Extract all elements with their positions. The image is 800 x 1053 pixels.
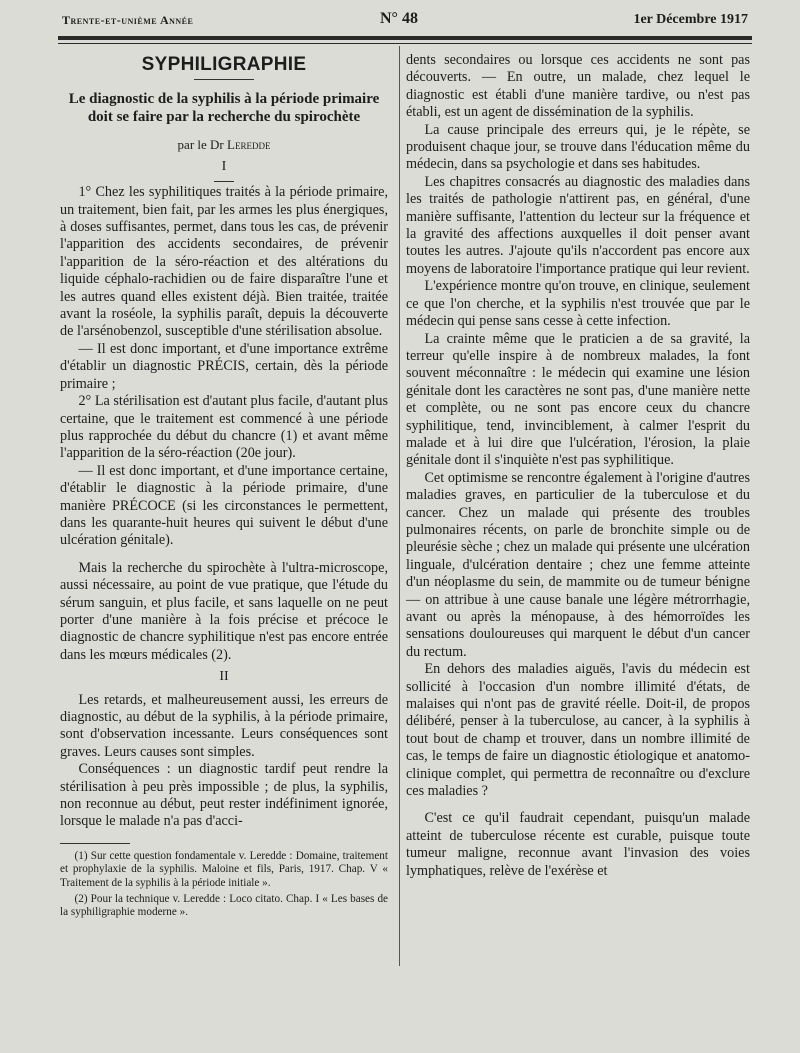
column-divider: [399, 46, 400, 966]
paragraph: La cause principale des erreurs qui, je le répète, se produisent chaque jour, se trouve dans l'éducation même du médecin, dans sa psychologie et dans ses habitudes.: [406, 121, 750, 173]
paragraph: dents secondaires ou lorsque ces accidents ne sont pas découverts. — En outre, un malade, chez lequel le diagnostic est établi d'une manière tardive, ou n'est pas établi, est un agent de dissémination de la syphilis.: [406, 52, 750, 121]
paragraph: Cet optimisme se rencontre également à l'origine d'autres maladies graves, en particulier de la tuberculose et du cancer. Chez un malade qui présente des troubles pulmonaires récents, on parle de bronchite simple ou de pleurésie sèche ; chez un malade qui présente une ulcération linguale, d'ulcération dentaire ; chez une femme atteinte d'un néoplasme du sein, de mammite ou de tumeur bénigne — on attribue à une cause banale une légère métrorrhagie, avant ou après la ménopause, à des hémorroïdes les sensations douloureuses qui marquent le début d'un cancer du rectum.: [406, 469, 750, 660]
paragraph: 1° Chez les syphilitiques traités à la période primaire, un traitement, bien fait, par les armes les plus énergiques, à doses suffisantes, permet, dans tous les cas, de prévenir l'apparition des accidents secondaires, de prévenir l'apparition de la séro-réaction et des altérations du liquide céphalo-rachidien ou de faire disparaître l'une et les autres quand elles existent déjà. Bien traitée, traitée avant la roséole, la syphilis paraît, depuis la découverte de l'arsénobenzol, susceptible d'une stérilisation absolue.: [60, 184, 388, 340]
part-number-two: II: [219, 669, 229, 685]
header-rule-thin: [58, 43, 752, 44]
part-number-one: I: [221, 158, 227, 174]
paragraph: Mais la recherche du spirochète à l'ultra-microscope, aussi nécessaire, au point de vue pratique, que l'étude du sérum sanguin, et plus facile, et sans laquelle on ne peut porter d'une manière à la fois précise et précoce le diagnostic de chancre syphilitique n'est pas encore entrée dans les mœurs médicales (2).: [60, 559, 388, 663]
paragraph: Les retards, et malheureusement aussi, les erreurs de diagnostic, au début de la syphilis, à la période primaire, sont d'observation incessante. Leurs conséquences sont graves. Leurs causes sont simples.: [60, 691, 388, 760]
paragraph: Conséquences : un diagnostic tardif peut rendre la stérilisation à peu près impossible ; de plus, la syphilis, non reconnue au début, peut rester indéfiniment ignorée, lorsque le malade n'a pas d'acci-: [60, 761, 388, 830]
header-volume: Trente-et-unième Année: [62, 13, 194, 27]
paragraph: L'expérience montre qu'on trouve, en clinique, seulement ce que l'on cherche, et la syphilis n'est trouvée que par le médecin qui pense sans cesse à cette infection.: [406, 278, 750, 330]
paragraph: En dehors des maladies aiguës, l'avis du médecin est sollicité à l'occasion d'un nombre illimité d'états, de malaises qui n'ont pas de gravité réelle. Doit-il, de propos délibéré, penser à la tuberculose, au cancer, à la syphilis à tout bout de champ et trouver, dans un nombre illimité de cas, le temps de faire un diagnostic étiologique et anatomo-clinique complet, qui permettra de reconnaître ou d'exclure ces maladies ?: [406, 661, 750, 800]
paragraph: 2° La stérilisation est d'autant plus facile, d'autant plus certaine, que le traitement est commencé à une période plus rapprochée du début du chancre (1) et avant même l'apparition de la séro-réaction (20e jour).: [60, 393, 388, 462]
header-rule-thick: [58, 36, 752, 40]
footnotes: [60, 850, 388, 920]
footnote-rule: [60, 843, 130, 844]
footnote: (1) Sur cette question fondamentale v. Leredde : Domaine, traitement et prophylaxie de la syphilis. Maloine et fils, Paris, 1917. Chap. V « Traitement de la syphilis à la période initiale ».: [60, 849, 388, 890]
section-title-rule: [194, 79, 254, 80]
footnote: (2) Pour la technique v. Leredde : Loco citato. Chap. I « Les bases de la syphiligraphie moderne ».: [60, 892, 388, 919]
paragraph: C'est ce qu'il faudrait cependant, puisqu'un malade atteint de tuberculose récente est curable, puisque toute tumeur maligne, reconnue avant l'invasion des voies lymphatiques, relève de l'exérèse et: [406, 810, 750, 879]
header-date: 1er Décembre 1917: [633, 12, 748, 27]
running-header: [62, 10, 748, 32]
article-title: [60, 90, 388, 126]
paragraph: — Il est donc important, et d'une importance certaine, d'établir le diagnostic à la période primaire, d'une manière PRÉCOCE (si les circonstances le permettent, dans les quarante-huit heures qui suivent le début d'une ulcération génitale).: [60, 462, 388, 549]
paragraph: — Il est donc important, et d'une importance extrême d'établir un diagnostic PRÉCIS, certain, dès la période primaire ;: [60, 340, 388, 392]
article-byline: [60, 136, 388, 153]
right-column: [406, 52, 750, 880]
article-title-line-1: Le diagnostic de la syphilis à la période primaire: [68, 91, 380, 108]
byline-author: Leredde: [227, 137, 271, 153]
paragraph: La crainte même que le praticien a de sa gravité, la terreur qu'elle inspire à de nombreux malades, la font souvent méconnaître : le médecin qui examine une lésion génitale dont les caractères ne sont pas, d'une manière nette et complète, ou ne sont pas encore ceux du chancre syphilitique, tend, invinciblement, à calmer l'esprit du malade et à lui dire que l'ulcération, l'érosion, la plaie génitale dont il s'inquiète n'est pas syphilitique.: [406, 330, 750, 469]
byline-prefix: par le Dr: [177, 137, 227, 153]
paragraph: Les chapitres consacrés au diagnostic des maladies dans les traités de pathologie n'attirent pas, en général, d'une manière suffisante, l'attention du lecteur sur la fréquence et la gravité des affections auxquelles il doit penser avant toutes les autres. J'ajoute qu'ils n'accordent pas encore aux moyens de laboratoire l'importance pratique qui leur revient.: [406, 173, 750, 277]
part-one-rule: [214, 181, 234, 182]
section-title: SYPHILIGRAPHIE: [141, 54, 307, 75]
left-column: [60, 52, 388, 922]
article-title-line-2: doit se faire par la recherche du spirochète: [87, 109, 361, 126]
header-issue-number: N° 48: [380, 10, 418, 27]
